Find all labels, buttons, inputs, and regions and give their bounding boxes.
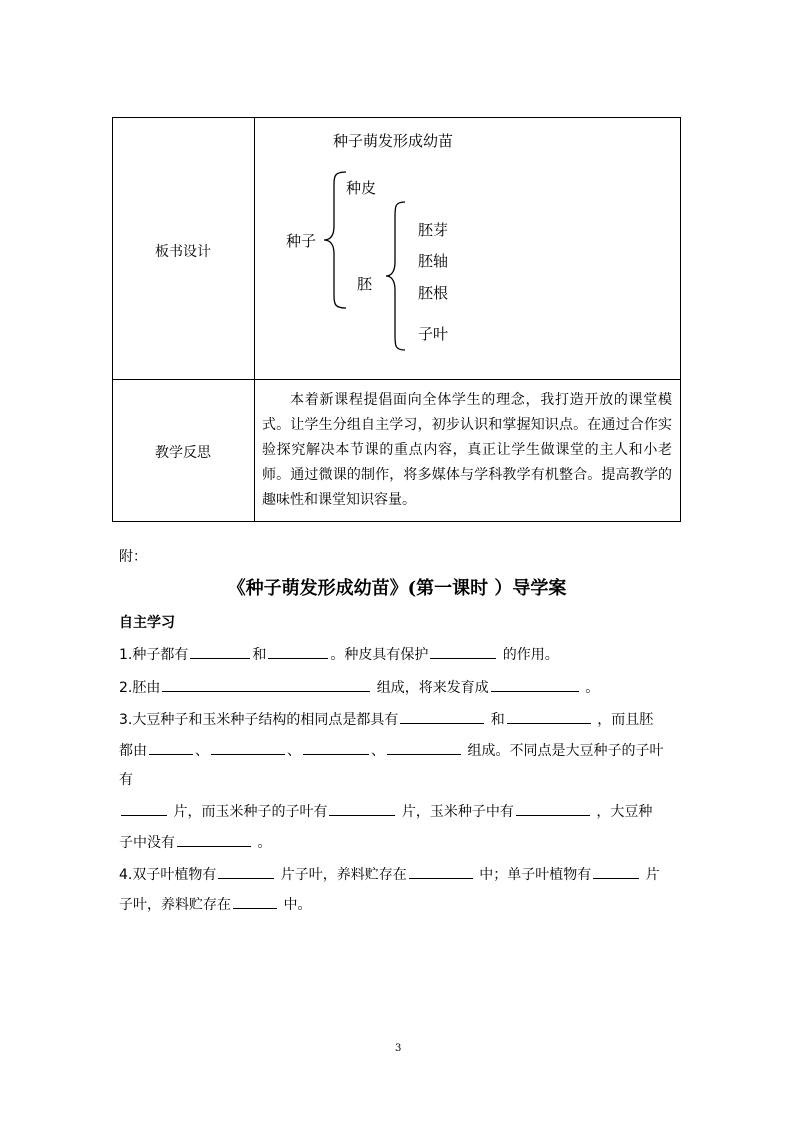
blank[interactable] — [268, 644, 328, 659]
table-border-right — [680, 117, 681, 522]
table-border-bottom — [112, 521, 681, 522]
question-1: 1.种子都有 和 。种皮具有保护 的作用。 — [119, 644, 559, 664]
reflection-text: 本着新课程提倡面向全体学生的理念，我打造开放的课堂模式。让学生分组自主学习，初步认识和掌握知识点。在通过合作实验探究解决本节课的重点内容，真正让学生做课堂的主人和小老师。通过微课的制作，将多媒体与学科教学有机整合。提高教学的趣味性和课堂知识容量。 — [262, 392, 672, 508]
blank[interactable] — [329, 801, 395, 816]
blank[interactable] — [516, 801, 590, 816]
table-column-divider — [254, 117, 255, 522]
question-2: 2.胚由 组成，将来发育成 。 — [119, 677, 599, 697]
question-3-line-3: 有 — [119, 772, 133, 788]
blank[interactable] — [387, 740, 461, 755]
blank[interactable] — [211, 740, 285, 755]
board-seed-coat: 种皮 — [346, 179, 377, 197]
table-border-top — [112, 117, 681, 118]
question-4-line-2: 子叶，养料贮存在 中。 — [119, 894, 311, 914]
blank[interactable] — [190, 644, 250, 659]
board-embryo: 胚 — [357, 275, 373, 293]
blank[interactable] — [409, 864, 473, 879]
question-3-line-1: 3.大豆种子和玉米种子结构的相同点是都具有 和 ，而且胚 — [119, 709, 653, 729]
board-part-plumule: 胚芽 — [418, 221, 449, 239]
blank[interactable] — [162, 677, 370, 692]
board-part-hypocotyl: 胚轴 — [418, 252, 449, 270]
board-brace-inner — [383, 200, 409, 352]
row-label-reflection: 教学反思 — [155, 445, 211, 461]
blank[interactable] — [400, 709, 484, 724]
appendix-label: 附： — [119, 549, 147, 565]
blank[interactable] — [233, 894, 277, 909]
board-part-cotyledon: 子叶 — [418, 325, 449, 343]
guide-title: 《种子萌发形成幼苗》(第一课时 ）导学案 — [227, 578, 567, 599]
question-3-line-5: 子中没有 。 — [119, 832, 271, 852]
blank[interactable] — [177, 832, 251, 847]
blank[interactable] — [593, 864, 639, 879]
blank[interactable] — [121, 801, 167, 816]
board-root-seed: 种子 — [286, 232, 317, 250]
page-number: 3 — [395, 1043, 402, 1054]
table-border-middle — [112, 379, 681, 380]
table-border-left — [112, 117, 113, 522]
board-brace-outer — [320, 170, 350, 310]
blank[interactable] — [507, 709, 591, 724]
blank[interactable] — [430, 644, 496, 659]
blank[interactable] — [149, 740, 193, 755]
row-label-board-design: 板书设计 — [155, 244, 211, 260]
question-3-line-2: 都由 、 、 、 组成。不同点是大豆种子的子叶 — [119, 740, 663, 760]
question-4-line-1: 4.双子叶植物有 片子叶，养料贮存在 中；单子叶植物有 片 — [119, 864, 660, 884]
board-part-radicle: 胚根 — [418, 284, 449, 302]
blank[interactable] — [218, 864, 274, 879]
blank[interactable] — [303, 740, 369, 755]
blank[interactable] — [491, 677, 579, 692]
question-3-line-4: 片，而玉米种子的子叶有 片，玉米种子中有 ，大豆种 — [119, 801, 652, 821]
section-title: 自主学习 — [119, 615, 175, 631]
board-title: 种子萌发形成幼苗 — [333, 132, 454, 150]
